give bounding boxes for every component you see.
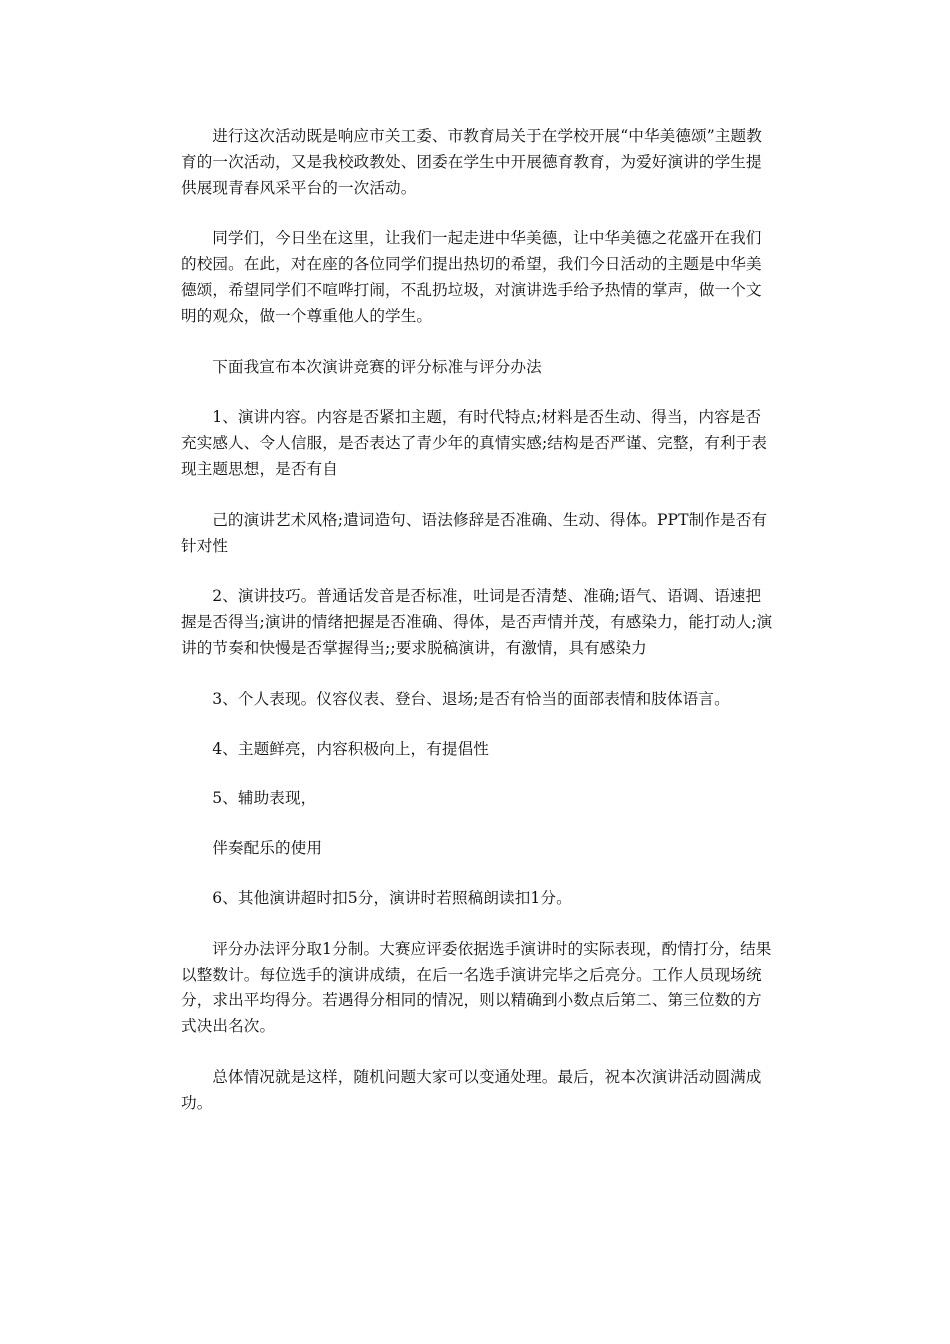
paragraph-criterion-5: 5、辅助表现， <box>212 789 317 808</box>
paragraph-criterion-4: 4、主题鲜亮，内容积极向上，有提倡性 <box>212 739 490 758</box>
paragraph-scoring-method: 评分办法评分取1分制。大赛应评委依据选手演讲时的实际表现，酌情打分，结果以整数计。每位选手的演讲成绩，在后一名选手演讲完毕之后亮分。工作人员现场统分，求出平均得分。若遇得分相同的情况，则以精确到小数点后第二、第三位数的方式决出名次。 <box>181 939 772 1036</box>
paragraph-intro: 进行这次活动既是响应市关工委、市教育局关于在学校开展“中华美德颂”主题教育的一次活动，又是我校政教处、团委在学生中开展德育教育，为爱好演讲的学生提供展现青春风采平台的一次活动。 <box>181 127 762 197</box>
paragraph-criterion-1: 1、演讲内容。内容是否紧扣主题，有时代特点;材料是否生动、得当，内容是否充实感人、令人信服，是否表达了青少年的真情实感;结构是否严谨、完整，有利于表现主题思想，是否有自 <box>181 408 768 478</box>
paragraph-closing: 总体情况就是这样，随机问题大家可以变通处理。最后，祝本次演讲活动圆满成功。 <box>181 1067 762 1112</box>
paragraph-criterion-2: 2、演讲技巧。普通话发音是否标准，吐词是否清楚、准确;语气、语调、语速把握是否得当;演讲的情绪把握是否准确、得体，是否声情并茂，有感染力，能打动人;演讲的节奏和快慢是否掌握得当;;要求脱稿演讲，有激情，具有感染力 <box>181 587 773 657</box>
paragraph-criterion-6: 6、其他演讲超时扣5分，演讲时若照稿朗读扣1分。 <box>212 888 572 907</box>
document-body <box>181 124 773 1142</box>
paragraph-accompaniment: 伴奏配乐的使用 <box>212 839 323 858</box>
paragraph-criterion-3: 3、个人表现。仪容仪表、登台、退场;是否有恰当的面部表情和肢体语言。 <box>212 689 730 708</box>
paragraph-students: 同学们，今日坐在这里，让我们一起走进中华美德，让中华美德之花盛开在我们的校园。在此，对在座的各位同学们提出热切的希望，我们今日活动的主题是中华美德颂，希望同学们不喧哗打闹，不乱扔垃圾，对演讲选手给予热情的掌声，做一个文明的观众，做一个尊重他人的学生。 <box>181 229 762 325</box>
paragraph-criterion-1-continued: 己的演讲艺术风格;遣词造句、语法修辞是否准确、生动、得体。PPT制作是否有针对性 <box>181 510 768 555</box>
paragraph-scoring-intro: 下面我宣布本次演讲竞赛的评分标准与评分办法 <box>212 357 542 376</box>
